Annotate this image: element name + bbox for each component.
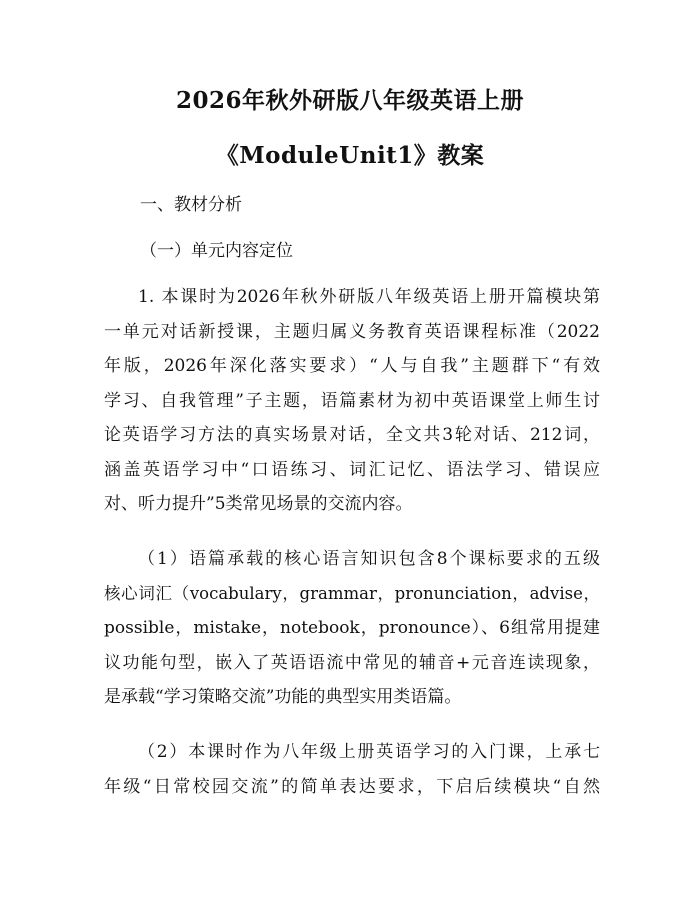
paragraph-core-language (104, 542, 600, 715)
paragraph-line: possible，mistake，notebook，pronounce）、6组常用提建 (104, 618, 600, 638)
paragraph-line: （2）本课时作为八年级上册英语学习的入门课，上承七 (138, 742, 600, 762)
paragraph-line: 是承载“学习策略交流”功能的典型实用类语篇。 (104, 687, 462, 707)
section-heading: 一、教材分析 (140, 195, 242, 215)
paragraph-line: 1. 本课时为2026年秋外研版八年级英语上册开篇模块第 (138, 287, 600, 307)
paragraph-line: （1）语篇承载的核心语言知识包含8个课标要求的五级 (138, 549, 600, 569)
paragraph-course-position (104, 735, 600, 804)
paragraph-line: 学习、自我管理”子主题，语篇素材为初中英语课堂上师生讨 (104, 390, 600, 411)
paragraph-content-positioning (104, 280, 600, 522)
paragraph-line: 核心词汇（vocabulary，grammar，pronunciation，advise， (104, 583, 600, 603)
subsection-heading: （一）单元内容定位 (140, 241, 293, 261)
paragraph-line: 对、听力提升”5类常见场景的交流内容。 (104, 494, 413, 514)
document-title-line-2: 《ModuleUnit1》教案 (215, 142, 485, 169)
paragraph-line: 一单元对话新授课，主题归属义务教育英语课程标准（2022 (104, 321, 600, 342)
paragraph-line: 议功能句型，嵌入了英语语流中常见的辅音+元音连读现象， (104, 652, 600, 673)
paragraph-line: 年版，2026年深化落实要求）“人与自我”主题群下“有效 (104, 356, 600, 376)
paragraph-line: 年级“日常校园交流”的简单表达要求，下启后续模块“自然 (104, 776, 600, 797)
paragraph-line: 论英语学习方法的真实场景对话，全文共3轮对话、212词， (104, 425, 600, 445)
document-title-line-1: 2026年秋外研版八年级英语上册 (175, 87, 524, 114)
paragraph-line: 涵盖英语学习中“口语练习、词汇记忆、语法学习、错误应 (104, 459, 600, 480)
